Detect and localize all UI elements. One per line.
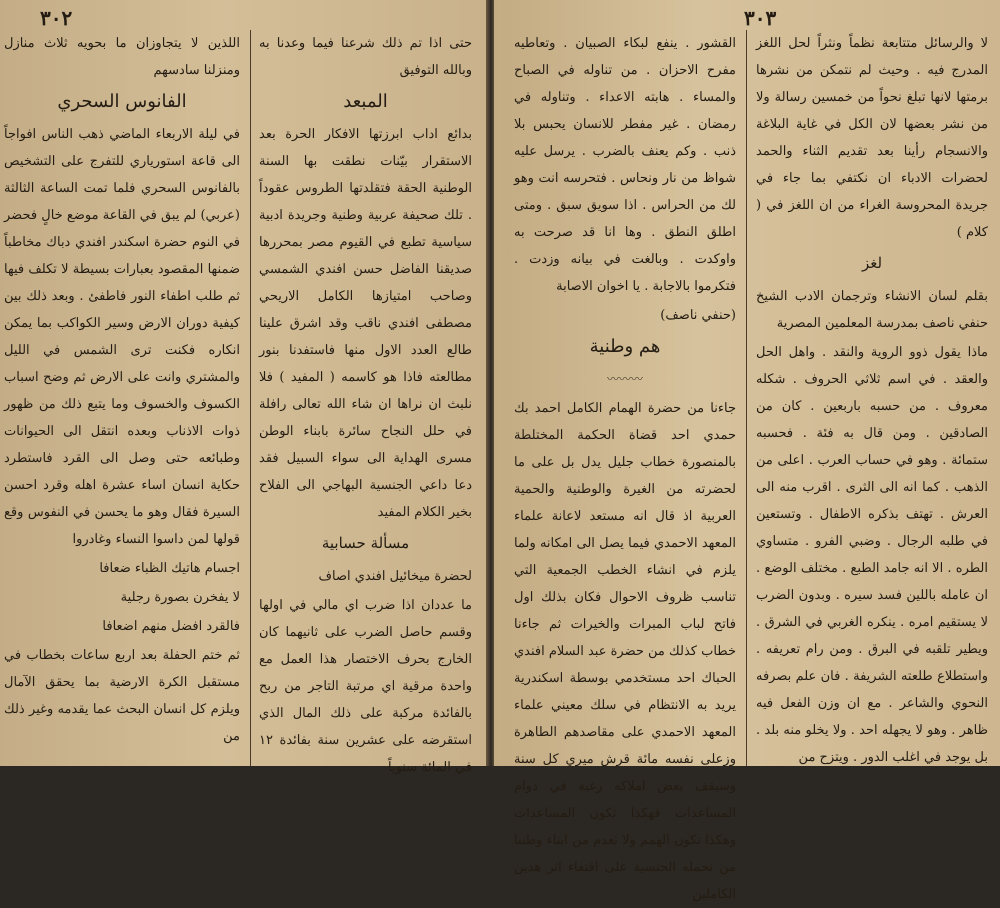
- section-heading: هم وطنية: [589, 336, 661, 357]
- paragraph: ما عددان اذا ضرب اي مالي في اولها وقسم حاصل الضرب على ثانيهما كان الخارج بحرف الاختصار هذا العمل مع واحدة مرقية اي مرتبة التاجر من ربح بالفائدة مركبة على ذلك المال الذي استقرضه على عشرين سنة بفائدة ١٢ في المائة سنوياً: [259, 598, 472, 775]
- section-heading: لغز: [861, 254, 883, 272]
- ornament-divider: 〰〰〰: [606, 372, 643, 386]
- section-heading: الفانوس السحري: [57, 91, 187, 112]
- verse-line: لا يفخرن بصورة رجلية: [120, 590, 240, 605]
- paragraph: ماذا يقول ذوو الروية والنقد . واهل الحل والعقد . في اسم ثلاثي الحروف . شكله معروف . من حسبه باربعين . كان من الصادقين . ومن قال به فئة . فحسبه ستمائة . وهو في حساب العرب . اعلى من الذهب . كما انه الى الثرى . اقرب منه الى العرش . تهتف بذكره الاطفال . وتستعين في طلبه الرجال . وضبي الفرو . متساوي الطره . الا انه جامد الطبع . مختلف الوضع . ان عامله باللين فسد سيره . وبدون الضرب لا يستقيم امره . ينكره الغربي في الشرق . ويطير تلقبه في البرق . ومن رام تعريفه . واستطلاع طلعته الشريفة . فان علم بصرفه النحوي والشاعر . مع ان وزن الفعل فيه ظاهر . وهو لا يجهله احد . ولا يخلو منه بلد . بل يوجد في اغلب الدور . ويتزح من: [756, 345, 988, 765]
- left-page-left-column: [0, 30, 250, 766]
- right-page: [494, 0, 1000, 902]
- section-heading: المبعد: [343, 91, 388, 112]
- author-line: لحضرة ميخائيل افندي اصاف: [318, 569, 472, 584]
- paragraph: جاءنا من حضرة الهمام الكامل احمد بك حمدي احد قضاة الحكمة المختلطة بالمنصورة خطاب جليل يدل بل على ما لحضرته من الغيرة والوطنية والحمية العربية اذ قال انه مستعد لاعانة علماء المعهد الاحمدي فيما يصل الى امكانه ولما يلزم في انشاء الخطب الجمعية التي تناسب ظروف الاحوال فكان بذلك اول فاتح لباب المبرات والخيرات ثم جاءنا خطاب كذلك من حضرة عبد السلام افندي الحباك احد مستخدمي بوسطة اسكندرية يريد به الانتظام في سلك معيني علماء المعهد الاحمدي على مقاصدهم الطاهرة وزعلى نفسه مائة قرش ميري كل سنة وسيقف بعض املاكه رغبة في دوام المساعدات فهكذا تكون المساعدات وهكذا تكون الهمم ولا نعدم من ابناء وطننا من تحمله الجنسية على اقتفاء اثر هذين الكاملين: [513, 401, 736, 902]
- paragraph: القشور . ينفع لبكاء الصبيان . وتعاطيه مفرح الاحزان . من تناوله في الصباح والمساء . هابته الاعداء . وتناوله في رمضان . غير مفطر للانسان يحبس بلا ذنب . وكم يعنف بالضرب . يرسل عليه شواظ من نار ونحاس . فتحرسه انت وهو لك من الحراس . اذا سويق سبق . ومتى اطلق النطق . وها انا قد صرحت به واوكدت . وبالغت في بيانه وزدت . فتكرموا بالاجابة . يا اخوان الاصابة: [514, 36, 736, 294]
- paragraph: ثم ختم الحفلة بعد اربع ساعات بخطاب في مستقبل الكرة الارضية بما يحقق الآمال ويلزم كل انسان البحث عما يقدمه وغير ذلك من: [4, 648, 240, 744]
- paragraph: بدائع اداب ابرزتها الافكار الحرة بعد الاستقرار بيّنات نطقت بها السنة الوطنية الحقة فتقلدتها الطروس عقوداً . تلك صحيفة عربية وطنية وجريدة ادبية سياسية تطبع في القيوم مصر بمحررها صديقنا الفاضل حسن افندي الشمسي وصاحب امتيازها الكامل الاريحي مصطفى افندي ناقب وقد اشرق علينا طالع العدد الاول منها فاستفدنا بنور مطالعته فاذا هو كاسمه ( المفيد ) فلا نلبث ان نراها ان شاء الله تعالى رافلة في حلل النجاح سائرة بابناء الوطن مسرى الهداية الى سواء السبيل فقد دعا داعي الجنسية البهاجي الى الفلاح بخير الكلام المفيد: [259, 127, 472, 520]
- page-number: ٣٠٢: [40, 6, 73, 30]
- column-rule: [250, 30, 251, 766]
- left-page: [0, 0, 488, 775]
- paragraph: اللذين لا يتجاوزان ما بحويه ثلاث منازل ومنزلنا سادسهم: [4, 36, 240, 78]
- right-page-left-column: [494, 30, 746, 902]
- left-page-right-column: [253, 30, 488, 775]
- paragraph: في ليلة الاربعاء الماضي ذهب الناس افواجاً الى قاعة استورياري للتفرج على التشخيص بالفانوس السحري فلما تمت الساعة الثالثة (عربي) لم يبق في القاعة موضع خالٍ فحضر في النوم حضرة اسكندر افندي دباك مخاطباً ضمنها المقصود بعبارات بسيطة لا تكلف فيها ثم طلب اطفاء النور فاطفئ . وبعد ذلك بين كيفية دوران الارض وسير الكواكب بما يمكن انكاره فكنت ترى الشمس في الليل والمشتري وانت على الارض ثم وضح اسباب الكسوف والخسوف وما يتبع ذلك من ظهور ذوات الاذناب وبعده انتقل الى الحيوانات وطبائعه حتى وصل الى القرد فاستطرد حكاية انسان اساء عشرة اهله وقرد احسن السيرة فقال وهو ما يحسن في النفوس وقع قولها لمن داسوا النساء وغادروا: [4, 127, 240, 547]
- paragraph: حتى اذا تم ذلك شرعنا فيما وعدنا به وبالله التوفيق: [259, 36, 472, 78]
- signature: (حنفي ناصف): [660, 308, 736, 323]
- page-number: ٣٠٣: [744, 6, 777, 30]
- column-rule: [746, 30, 747, 766]
- verse-line: فالقرد افضل منهم اضعافا: [102, 619, 240, 634]
- author-line: بقلم لسان الانشاء وترجمان الادب الشيخ حنفي ناصف بمدرسة المعلمين المصرية: [756, 289, 988, 331]
- right-page-right-column: [750, 30, 1000, 766]
- paragraph: لا والرسائل متتابعة نظماً ونثراً لحل اللغز المدرج فيه . وحيث لم نتمكن من نشرها برمتها لانها تبلغ نحواً من خمسين رسالة ولا من نشر بعضها لان الكل في غاية البلاغة والانسجام رأينا بعد تقديم الثناء والحمد لحضرات الادباء ان نكتفي بما جاء في جريدة المحروسة الغراء من ان اللغز في ( كلام ): [756, 36, 988, 240]
- section-heading: مسألة حسابية: [321, 534, 410, 552]
- verse-line: اجسام هاتيك الظباء ضعافا: [99, 561, 240, 576]
